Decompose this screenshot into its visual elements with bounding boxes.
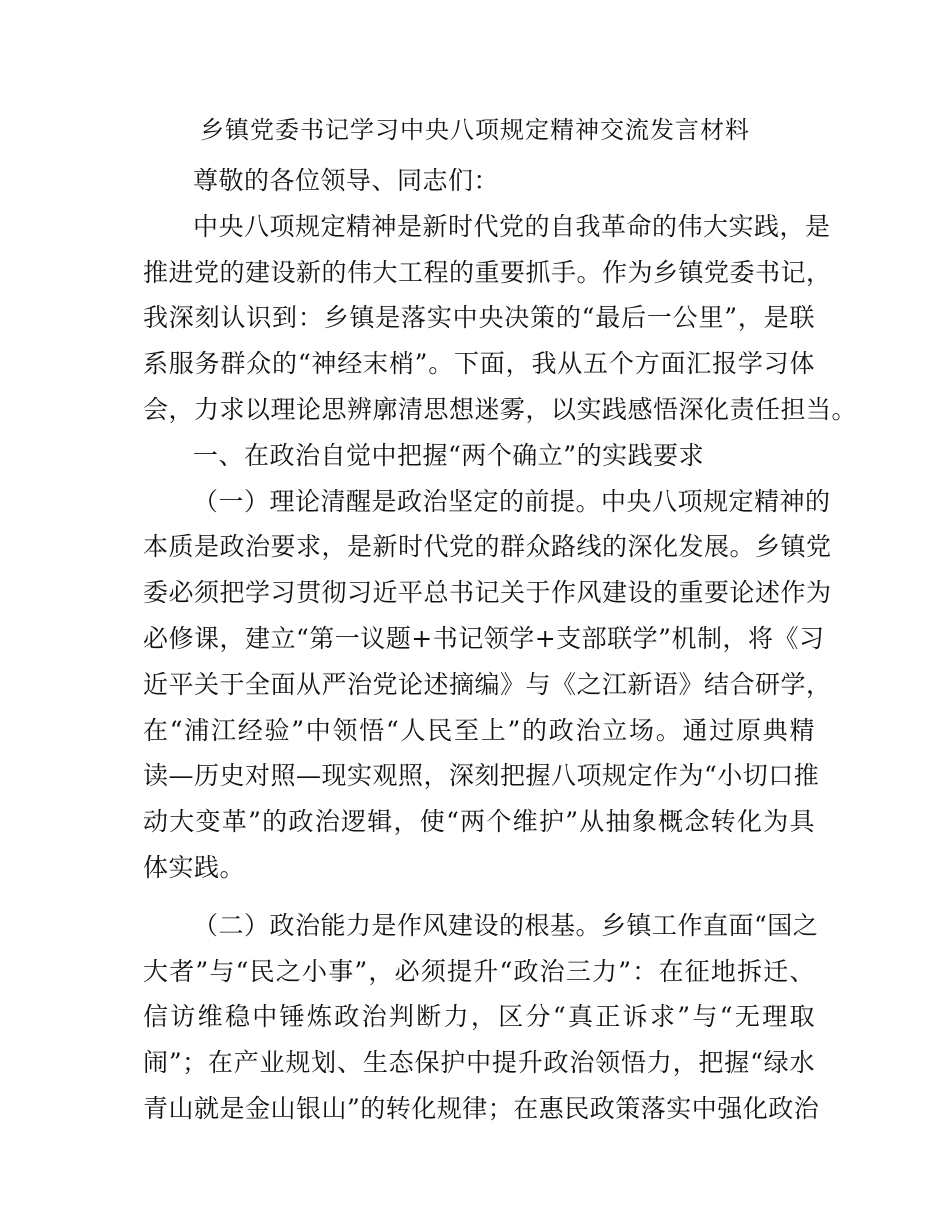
intro-line-4: 系服务群众的“神经末梢”。下面，我从五个方面汇报学习体 [143, 349, 815, 379]
subsection-2-line-3: 信访维稳中锤炼政治判断力，区分“真正诉求”与“无理取 [143, 1002, 815, 1032]
intro-line-2: 推进党的建设新的伟大工程的重要抓手。作为乡镇党委书记， [143, 257, 832, 287]
subsection-1-line-2: 本质是政治要求，是新时代党的群众路线的深化发展。乡镇党 [143, 532, 832, 562]
intro-line-1: 中央八项规定精神是新时代党的自我革命的伟大实践，是 [193, 211, 831, 241]
subsection-1-line-5: 近平关于全面从严治党论述摘编》与《之江新语》结合研学， [143, 669, 832, 699]
subsection-2-line-1: （二）政治能力是作风建设的根基。乡镇工作直面“国之 [193, 910, 819, 940]
salutation: 尊敬的各位领导、同志们： [193, 166, 500, 195]
paragraph-gap [143, 891, 815, 903]
subsection-2-line-5: 青山就是金山银山”的转化规律；在惠民政策落实中强化政治 [143, 1093, 820, 1123]
section-1-heading: 一、在政治自觉中把握“两个确立”的实践要求 [193, 440, 705, 470]
document-title: 乡镇党委书记学习中央八项规定精神交流发言材料 [200, 116, 750, 144]
subsection-2-line-2: 大者”与“民之小事”，必须提升“政治三力”：在征地拆迁、 [143, 956, 815, 986]
document-body [143, 158, 858, 1132]
subsection-1-line-6: 在“浦江经验”中领悟“人民至上”的政治立场。通过原典精 [143, 715, 815, 745]
subsection-1-line-7: 读—历史对照—现实观照，深刻把握八项规定作为“小切口推 [143, 761, 820, 791]
subsection-1-line-1: （一）理论清醒是政治坚定的前提。中央八项规定精神的 [193, 486, 831, 516]
subsection-2-line-4: 闹”；在产业规划、生态保护中提升政治领悟力，把握“绿水 [143, 1048, 815, 1078]
subsection-1-line-3: 委必须把学习贯彻习近平总书记关于作风建设的重要论述作为 [143, 578, 832, 608]
subsection-1-line-4: 必修课，建立“第一议题+书记领学+支部联学”机制，将《习 [143, 623, 825, 653]
intro-line-5: 会，力求以理论思辨廓清思想迷雾，以实践感悟深化责任担当。 [143, 394, 858, 424]
subsection-1-line-8: 动大变革”的政治逻辑，使“两个维护”从抽象概念转化为具 [143, 807, 815, 837]
intro-line-3: 我深刻认识到：乡镇是落实中央决策的“最后一公里”，是联 [143, 303, 815, 333]
subsection-1-line-9: 体实践。 [143, 852, 246, 882]
